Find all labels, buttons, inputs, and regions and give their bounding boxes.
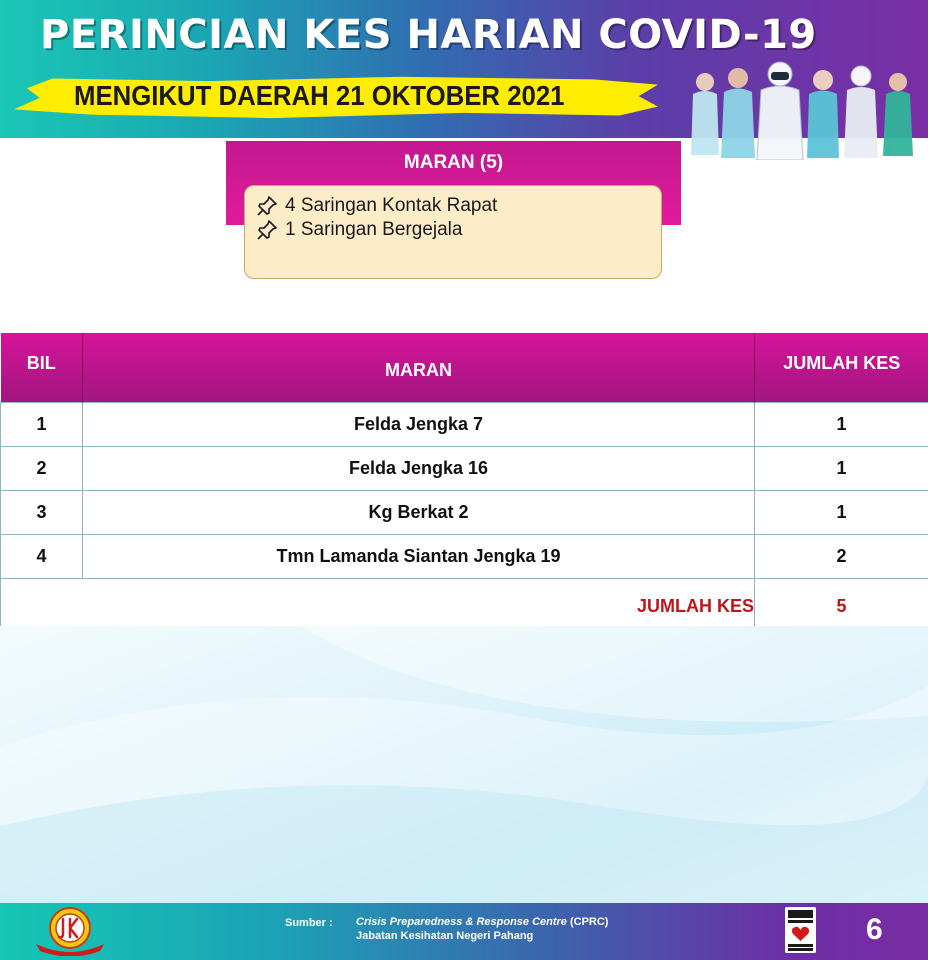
row-location: Felda Jengka 16 [83,447,755,491]
header-bil: BIL [1,333,83,403]
decorative-waves [0,626,928,903]
table-row [1,535,928,579]
row-location: Tmn Lamanda Siantan Jengka 19 [83,535,755,579]
row-bil: 2 [1,447,83,491]
table-row [1,447,928,491]
row-cases: 1 [755,447,928,491]
page-number: 6 [866,913,883,946]
row-cases: 1 [755,403,928,447]
source-org-abbr: (CPRC) [566,916,609,928]
row-bil: 4 [1,535,83,579]
source-org: Crisis Preparedness & Response Centre [356,916,567,928]
healthcare-workers-illustration [683,60,928,160]
table-row [1,491,928,535]
page-title: PERINCIAN KES HARIAN COVID-19 [40,12,817,58]
pushpin-icon [255,218,279,242]
summary-item-text: 4 Saringan Kontak Rapat [285,195,498,216]
row-bil: 3 [1,491,83,535]
source-label: Sumber : [285,917,333,929]
page-subtitle: MENGIKUT DAERAH 21 OKTOBER 2021 [74,80,565,111]
header-location: MARAN [83,333,755,403]
summary-item-text: 1 Saringan Bergejala [285,219,463,240]
row-location: Kg Berkat 2 [83,491,755,535]
header-cases: JUMLAH KES [755,333,928,403]
row-cases: 1 [755,491,928,535]
cases-table [0,333,928,634]
summary-item [255,218,462,242]
source-line-1 [356,916,608,928]
jkn-logo-icon [30,904,110,956]
row-bil: 1 [1,403,83,447]
source-line-2: Jabatan Kesihatan Negeri Pahang [356,930,534,942]
summary-title: MARAN (5) [403,152,504,173]
pushpin-icon [255,194,279,218]
row-cases: 2 [755,535,928,579]
table-row [1,403,928,447]
campaign-badge-icon [785,907,816,953]
total-label: JUMLAH KES [1,579,755,634]
table-header-row [1,333,928,403]
total-value: 5 [755,579,928,634]
summary-item [255,194,497,218]
row-location: Felda Jengka 7 [83,403,755,447]
